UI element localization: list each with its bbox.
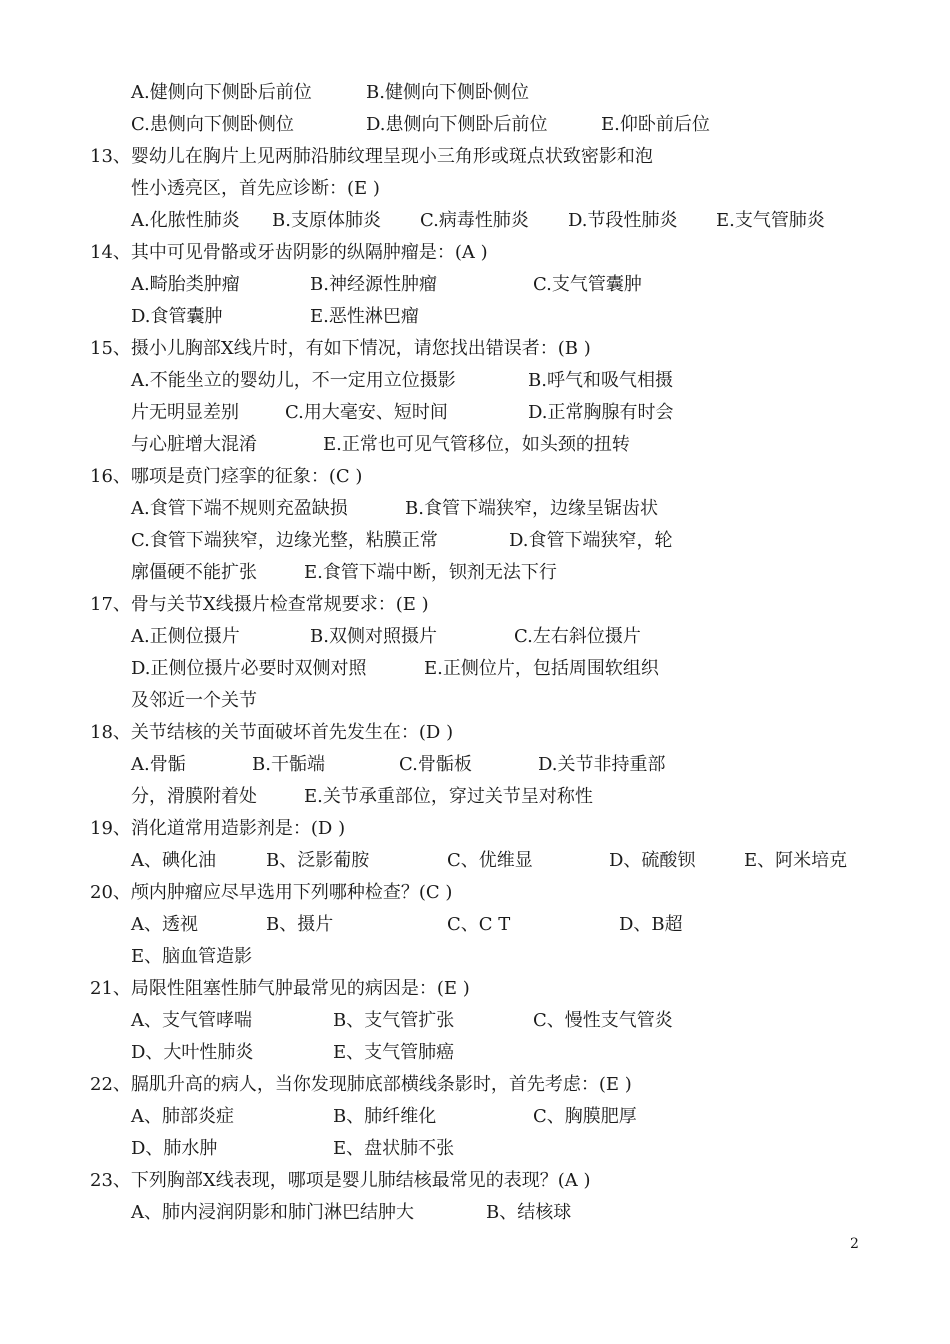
option: A、支气管哮喘 <box>131 1010 252 1031</box>
page-number: 2 <box>850 1236 859 1252</box>
option: A、肺部炎症 <box>131 1106 234 1127</box>
option: 及邻近一个关节 <box>131 690 257 711</box>
option: C.病毒性肺炎 <box>420 210 529 231</box>
option: E、支气管肺癌 <box>333 1042 455 1063</box>
option: B.支原体肺炎 <box>272 210 381 231</box>
option: D.食管囊肿 <box>131 306 223 327</box>
option: E、脑血管造影 <box>131 946 253 967</box>
option: D、大叶性肺炎 <box>131 1042 254 1063</box>
option: D.正常胸腺有时会 <box>528 402 674 423</box>
option: B.呼气和吸气相摄 <box>528 370 673 391</box>
question-text: 21、局限性阻塞性肺气肿最常见的病因是：(E ) <box>90 978 470 999</box>
question-text: 18、关节结核的关节面破坏首先发生在：(D ) <box>90 722 454 743</box>
option: B.干骺端 <box>252 754 325 775</box>
option: E.仰卧前后位 <box>601 114 710 135</box>
option: E、阿米培克 <box>744 850 848 871</box>
option: B.食管下端狭窄，边缘呈锯齿状 <box>405 498 658 519</box>
option: A.畸胎类肿瘤 <box>131 274 240 295</box>
option: D.关节非持重部 <box>538 754 666 775</box>
option: C.患侧向下侧卧侧位 <box>131 114 294 135</box>
question-text: 16、哪项是贲门痉挛的征象：(C ) <box>90 466 363 487</box>
option: 片无明显差别 <box>131 402 239 423</box>
option: B、泛影葡胺 <box>266 850 370 871</box>
option: B.健侧向下侧卧侧位 <box>366 82 529 103</box>
question-text: 23、下列胸部X线表现，哪项是婴儿肺结核最常见的表现？(A ) <box>90 1170 591 1191</box>
option: E.关节承重部位，穿过关节呈对称性 <box>304 786 593 807</box>
option: B、肺纤维化 <box>333 1106 437 1127</box>
option: C.支气管囊肿 <box>533 274 642 295</box>
option: A.健侧向下侧卧后前位 <box>131 82 312 103</box>
option: C.骨骺板 <box>399 754 472 775</box>
option: E.正侧位片，包括周围软组织 <box>424 658 659 679</box>
option: C.左右斜位摄片 <box>514 626 641 647</box>
question-text: 19、消化道常用造影剂是：(D ) <box>90 818 346 839</box>
option: B、摄片 <box>266 914 334 935</box>
option: D.节段性肺炎 <box>568 210 678 231</box>
option: A.化脓性肺炎 <box>131 210 240 231</box>
option: A.不能坐立的婴幼儿，不一定用立位摄影 <box>131 370 456 391</box>
option: C、C T <box>447 914 511 935</box>
option: A.骨骺 <box>131 754 186 775</box>
question-text: 14、其中可见骨骼或牙齿阴影的纵隔肿瘤是：(A ) <box>90 242 488 263</box>
option: E.恶性淋巴瘤 <box>310 306 419 327</box>
option: B、结核球 <box>486 1202 572 1223</box>
option: C、胸膜肥厚 <box>533 1106 637 1127</box>
question-text: 13、婴幼儿在胸片上见两肺沿肺纹理呈现小三角形或斑点状致密影和泡 <box>90 146 653 167</box>
option: B.神经源性肿瘤 <box>310 274 437 295</box>
question-text: 20、颅内肿瘤应尽早选用下列哪种检查？(C ) <box>90 882 453 903</box>
question-text: 22、膈肌升高的病人，当你发现肺底部横线条影时，首先考虑：(E ) <box>90 1074 632 1095</box>
option: 与心脏增大混淆 <box>131 434 257 455</box>
option: A.食管下端不规则充盈缺损 <box>131 498 348 519</box>
option: A、肺内浸润阴影和肺门淋巴结肿大 <box>131 1202 414 1223</box>
option: E、盘状肺不张 <box>333 1138 455 1159</box>
option: D.食管下端狭窄，轮 <box>509 530 673 551</box>
option: E.食管下端中断，钡剂无法下行 <box>304 562 557 583</box>
question-text: 17、骨与关节X线摄片检查常规要求：(E ) <box>90 594 429 615</box>
option: B、支气管扩张 <box>333 1010 455 1031</box>
option: A、透视 <box>131 914 198 935</box>
option: C、优维显 <box>447 850 533 871</box>
option: B.双侧对照摄片 <box>310 626 437 647</box>
option: D.正侧位摄片必要时双侧对照 <box>131 658 367 679</box>
option: D、肺水肿 <box>131 1138 218 1159</box>
question-text: 性小透亮区，首先应诊断：(E ) <box>131 178 380 199</box>
option: C.用大毫安、短时间 <box>285 402 448 423</box>
option: D、B超 <box>619 914 683 935</box>
option: D、硫酸钡 <box>609 850 696 871</box>
option: E.支气管肺炎 <box>716 210 825 231</box>
option: 廓僵硬不能扩张 <box>131 562 257 583</box>
option: A、碘化油 <box>131 850 216 871</box>
option: A.正侧位摄片 <box>131 626 240 647</box>
option: D.患侧向下侧卧后前位 <box>366 114 548 135</box>
option: C、慢性支气管炎 <box>533 1010 673 1031</box>
question-text: 15、摄小儿胸部X线片时，有如下情况，请您找出错误者：(B ) <box>90 338 591 359</box>
option: 分，滑膜附着处 <box>131 786 257 807</box>
option: E.正常也可见气管移位，如头颈的扭转 <box>323 434 630 455</box>
option: C.食管下端狭窄，边缘光整，粘膜正常 <box>131 530 438 551</box>
